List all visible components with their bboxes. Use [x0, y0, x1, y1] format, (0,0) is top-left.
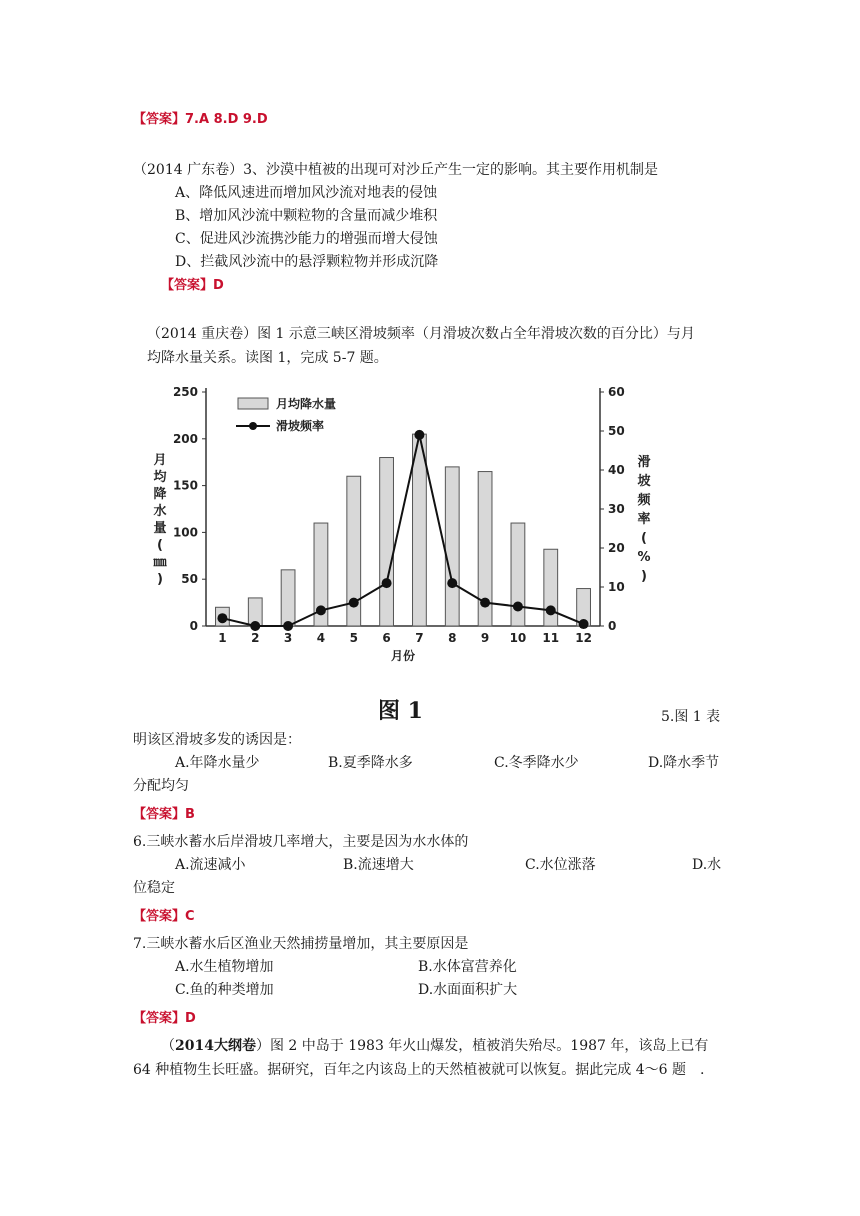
legend-bar-label: 月均降水量 — [276, 397, 337, 411]
point-landslide-frequency — [579, 619, 589, 629]
q5-option-b: B.夏季降水多 — [328, 755, 413, 771]
right-axis-label-char: 坡 — [637, 474, 651, 489]
x-tick-label: 4 — [316, 631, 326, 645]
answer-value: 7.A 8.D 9.D — [185, 112, 268, 127]
q7-stem: 7.三峡水蓄水后区渔业天然捕捞量增加，其主要原因是 — [133, 936, 469, 952]
figure-1-chart — [148, 380, 651, 670]
year: 2014 — [175, 1038, 214, 1054]
point-landslide-frequency — [250, 621, 260, 631]
q6-stem: 6.三峡水蓄水后岸滑坡几率增大，主要是因为水水体的 — [133, 834, 469, 850]
q3-option-d: D、拦截风沙流中的悬浮颗粒物并形成沉降 — [175, 254, 439, 270]
right-tick-label: 0 — [608, 619, 617, 633]
point-landslide-frequency — [316, 605, 326, 615]
source: 大纲卷 — [213, 1038, 256, 1054]
point-landslide-frequency — [414, 430, 424, 440]
left-axis-label-char: 月 — [153, 453, 167, 468]
answer-value: D — [213, 278, 224, 293]
q5-number-tail: 5.图 1 表 — [661, 709, 721, 725]
x-tick-label: 3 — [283, 631, 293, 645]
left-tick-label: 100 — [172, 525, 198, 540]
legend-line-label: 滑坡频率 — [276, 419, 325, 433]
bar-precipitation — [445, 467, 459, 626]
bar-precipitation — [380, 458, 394, 626]
point-landslide-frequency — [546, 605, 556, 615]
answer-label: 【答案】 — [133, 807, 186, 822]
legend-bar-swatch — [238, 398, 268, 409]
point-landslide-frequency — [283, 621, 293, 631]
q5-option-d: D.降水季节 — [648, 755, 720, 771]
x-tick-label: 2 — [251, 631, 260, 645]
line1-rest: ）图 2 中岛于 1983 年火山爆发，植被消失殆尽。1987 年，该岛上已有 — [255, 1038, 709, 1054]
right-tick-label: 10 — [608, 580, 625, 594]
q3-option-c: C、促进风沙流携沙能力的增强而增大侵蚀 — [175, 231, 438, 247]
line-landslide-frequency — [222, 435, 583, 626]
dagang-intro-line2: 64 种植物生长旺盛。据研究，百年之内该岛上的天然植被就可以恢复。据此完成 4～6 题 . — [133, 1062, 705, 1078]
bar-precipitation — [281, 570, 295, 626]
q7-answer — [133, 1009, 196, 1028]
left-tick-label: 250 — [172, 385, 198, 399]
chongqing-intro-line1: （2014 重庆卷）图 1 示意三峡区滑坡频率（月滑坡次数占全年滑坡次数的百分比）与月 — [147, 326, 695, 342]
q5-answer — [133, 805, 195, 824]
q6-option-d-wrap: 位稳定 — [133, 880, 175, 896]
left-axis-label-char: 水 — [153, 504, 167, 519]
answer-value: B — [185, 807, 195, 822]
point-landslide-frequency — [480, 598, 490, 608]
q5-option-c: C.冬季降水少 — [494, 755, 579, 771]
right-tick-label: 40 — [608, 463, 625, 477]
q6-option-c: C.水位涨落 — [525, 857, 596, 873]
answer-label: 【答案】 — [133, 1011, 186, 1026]
point-landslide-frequency — [382, 578, 392, 588]
x-tick-label: 10 — [509, 631, 527, 645]
answer-value: C — [185, 909, 195, 924]
right-tick-label: 50 — [608, 424, 625, 438]
answer-label: 【答案】 — [161, 278, 214, 293]
q5-stem-cont: 明该区滑坡多发的诱因是： — [133, 732, 301, 748]
left-axis-label-char: ㎜ — [153, 555, 167, 570]
point-landslide-frequency — [349, 598, 359, 608]
right-axis-label-char: 滑 — [637, 455, 651, 470]
open-paren: （ — [161, 1038, 175, 1054]
q6-answer — [133, 907, 195, 926]
x-tick-label: 9 — [480, 631, 490, 645]
q7-option-a: A.水生植物增加 — [175, 959, 274, 975]
right-axis-label-char: 率 — [637, 512, 651, 527]
x-tick-label: 1 — [218, 631, 227, 645]
left-tick-label: 150 — [172, 478, 198, 493]
dagang-intro-line1 — [161, 1037, 708, 1055]
q6-option-a: A.流速减小 — [175, 857, 246, 873]
right-axis-label-char: ( — [641, 531, 647, 546]
q3-answer — [161, 276, 224, 295]
q7-option-d: D.水面面积扩大 — [418, 982, 518, 998]
point-landslide-frequency — [447, 578, 457, 588]
q5-option-a: A.年降水量少 — [175, 755, 260, 771]
answer-value: D — [185, 1011, 196, 1026]
right-axis-label-char: ) — [641, 569, 647, 584]
left-axis-label-char: ( — [157, 538, 163, 553]
right-tick-label: 60 — [608, 385, 625, 399]
answer-label: 【答案】 — [133, 909, 186, 924]
answer-label: 【答案】 — [133, 112, 186, 127]
x-axis-label: 月份 — [390, 649, 416, 663]
q6-option-d: D.水 — [692, 857, 722, 873]
x-tick-label: 8 — [448, 631, 457, 645]
right-tick-label: 20 — [608, 541, 625, 555]
answer-line-7-9 — [133, 110, 268, 129]
left-tick-label: 50 — [181, 572, 198, 587]
q7-option-c: C.鱼的种类增加 — [175, 982, 274, 998]
x-tick-label: 11 — [542, 631, 560, 645]
x-tick-label: 12 — [575, 631, 592, 645]
x-tick-label: 5 — [349, 631, 358, 645]
right-axis-label-char: 频 — [637, 493, 651, 508]
q3-stem: （2014 广东卷）3、沙漠中植被的出现可对沙丘产生一定的影响。其主要作用机制是 — [133, 162, 658, 178]
point-landslide-frequency — [217, 613, 227, 623]
left-axis-label-char: ) — [157, 572, 163, 587]
figure-caption: 图 1 — [378, 698, 423, 724]
point-landslide-frequency — [513, 602, 523, 612]
left-axis-label-char: 降 — [153, 487, 167, 502]
q5-option-d-wrap: 分配均匀 — [133, 778, 189, 794]
right-axis-label-char: % — [637, 550, 651, 565]
bar-precipitation — [413, 434, 427, 626]
q3-option-a: A、降低风速进而增加风沙流对地表的侵蚀 — [175, 185, 438, 201]
q3-option-b: B、增加风沙流中颗粒物的含量而减少堆积 — [175, 208, 438, 224]
left-axis-label-char: 均 — [153, 470, 167, 485]
q7-option-b: B.水体富营养化 — [418, 959, 517, 975]
legend-line-marker — [249, 422, 257, 430]
left-tick-label: 0 — [189, 619, 198, 633]
x-tick-label: 7 — [415, 631, 424, 645]
q6-option-b: B.流速增大 — [343, 857, 414, 873]
left-axis-label-char: 量 — [153, 521, 167, 536]
x-tick-label: 6 — [382, 631, 391, 645]
chongqing-intro-line2: 均降水量关系。读图 1，完成 5-7 题。 — [147, 350, 388, 366]
left-tick-label: 200 — [172, 431, 198, 446]
right-tick-label: 30 — [608, 502, 625, 516]
